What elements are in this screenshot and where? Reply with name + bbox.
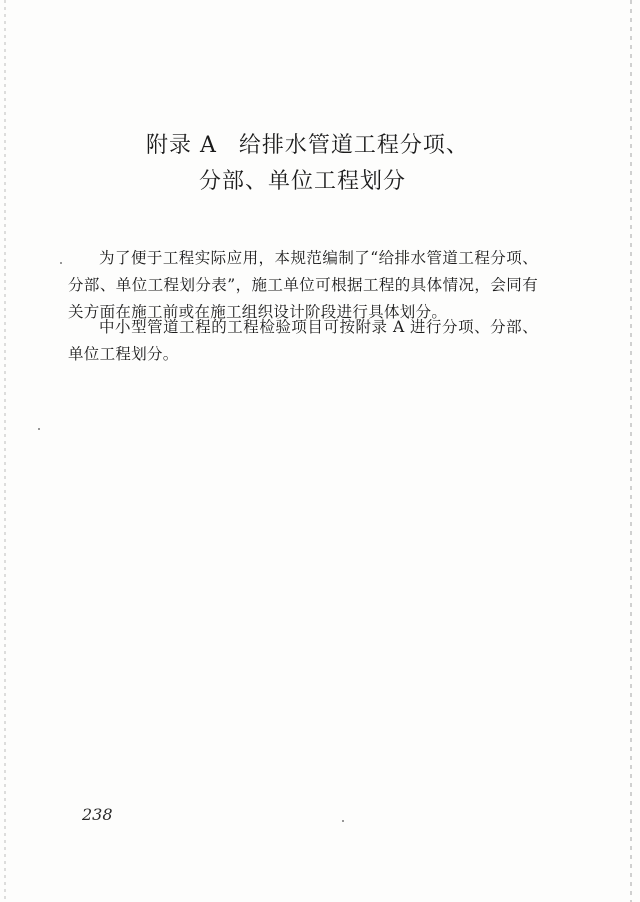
body-paragraph-2: 中小型管道工程的工程检验项目可按附录 A 进行分项、分部、单位工程划分。: [68, 317, 538, 363]
body-paragraph-1: 为了便于工程实际应用，本规范编制了“给排水管道工程分项、分部、单位工程划分表”，施工单位可根据工程的具体情况，会同有关方面在施工前或在施工组织设计阶段进行具体划分。: [68, 248, 538, 321]
appendix-label: 附录 A: [146, 133, 217, 158]
scan-speck: [60, 262, 62, 264]
scan-speck: [38, 428, 40, 430]
page-number: 238: [82, 805, 113, 824]
appendix-title-line-2: [199, 168, 406, 196]
appendix-title-text-1: 给排水管道工程分项、: [238, 133, 469, 158]
scan-edge-right: [630, 0, 632, 902]
appendix-title-line-1: [146, 132, 469, 160]
scan-edge-left: [4, 0, 6, 902]
appendix-title-text-2: 分部、单位工程划分: [199, 169, 407, 194]
scan-speck: [342, 820, 344, 822]
